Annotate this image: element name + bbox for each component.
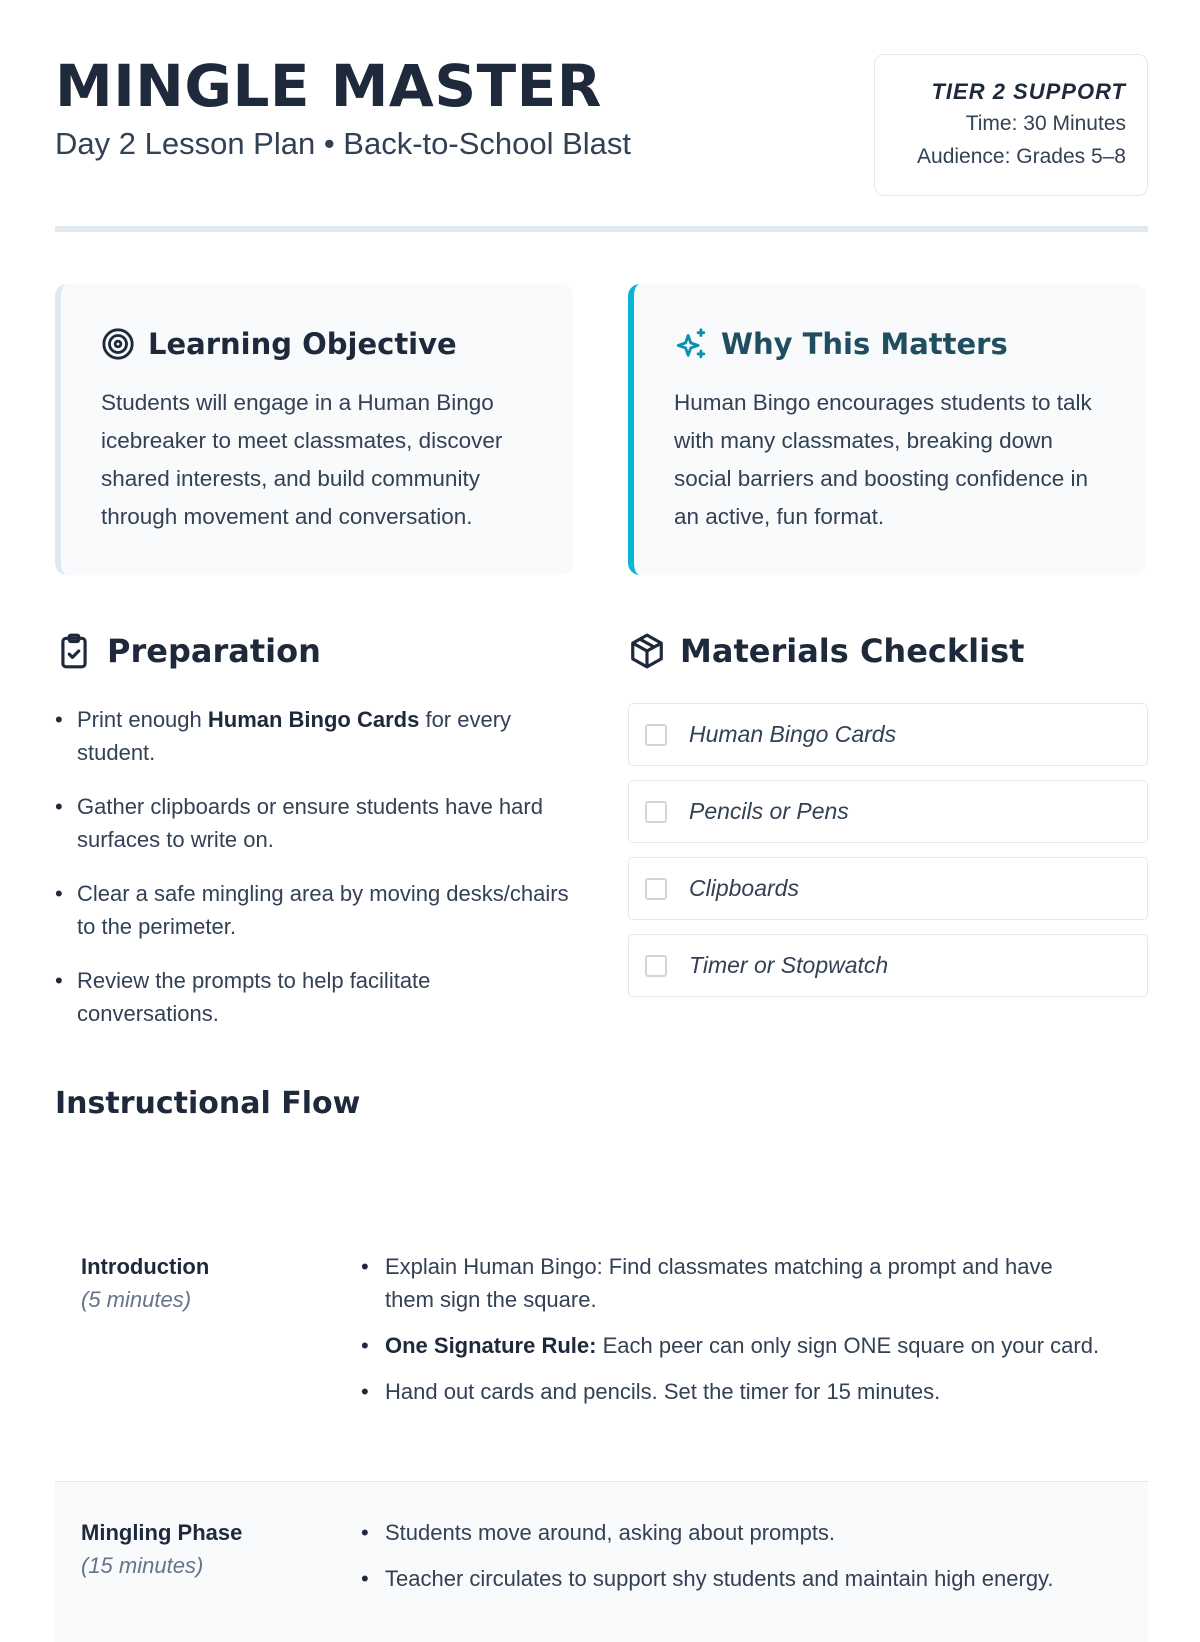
materials-header: [628, 632, 1024, 670]
instructional-flow-title: Instructional Flow: [55, 1086, 361, 1121]
card-text: Students will engage in a Human Bingo icebreaker to meet classmates, discover shared interests, and build community through movement and conversation.: [101, 390, 503, 529]
checklist-item[interactable]: [628, 780, 1148, 843]
list-item: • Gather clipboards or ensure students have hard surfaces to write on.: [55, 790, 575, 856]
checklist-label: Timer or Stopwatch: [689, 952, 889, 978]
tier-label: TIER 2 SUPPORT: [931, 79, 1126, 104]
sparkles-icon: [674, 327, 708, 361]
phase-name: Mingling Phase: [81, 1520, 243, 1545]
checkbox[interactable]: [645, 724, 667, 746]
phase-steps: [361, 1250, 1101, 1421]
flow-row-introduction: [55, 1250, 1148, 1482]
card-header: [674, 327, 1008, 361]
card-title: Learning Objective: [148, 327, 457, 361]
phase-time: (5 minutes): [81, 1287, 192, 1312]
checklist-label: Pencils or Pens: [689, 798, 849, 824]
header: [55, 0, 1148, 232]
step-item: • Explain Human Bingo: Find classmates matching a prompt and have them sign the square.: [361, 1250, 1101, 1316]
card-header: [101, 327, 457, 361]
audience-label: Audience: Grades 5–8: [917, 145, 1126, 168]
checklist-item[interactable]: [628, 857, 1148, 920]
preparation-list: [55, 703, 575, 1051]
time-label: Time: 30 Minutes: [965, 112, 1126, 135]
list-item: • Clear a safe mingling area by moving desks/chairs to the perimeter.: [55, 877, 575, 943]
phase-time: (15 minutes): [81, 1553, 204, 1578]
step-item: • One Signature Rule: Each peer can only sign ONE square on your card.: [361, 1329, 1101, 1362]
section-title: Materials Checklist: [680, 632, 1025, 670]
lesson-plan-page: [55, 0, 1148, 1591]
step-item: • Teacher circulates to support shy students and maintain high energy.: [361, 1562, 1101, 1595]
phase-name: Introduction: [81, 1254, 210, 1279]
checklist-label: Clipboards: [689, 875, 799, 901]
why-this-matters-card: [628, 284, 1146, 575]
page-subtitle: Day 2 Lesson Plan • Back-to-School Blast: [55, 126, 632, 161]
checkbox[interactable]: [645, 955, 667, 977]
target-icon: [101, 327, 135, 361]
checklist-label: Human Bingo Cards: [689, 721, 897, 747]
checkbox[interactable]: [645, 801, 667, 823]
card-text: Human Bingo encourages students to talk with many classmates, breaking down social barriers and boosting confidence in an active, fun format.: [674, 390, 1092, 529]
meta-box: [874, 54, 1148, 196]
checklist-item[interactable]: [628, 934, 1148, 997]
phase-cell: [81, 1516, 242, 1582]
page-title: MINGLE MASTER: [55, 52, 602, 120]
phase-cell: [81, 1250, 209, 1316]
list-item: • Review the prompts to help facilitate conversations.: [55, 964, 575, 1030]
box-icon: [628, 632, 666, 670]
step-item: • Hand out cards and pencils. Set the timer for 15 minutes.: [361, 1375, 1101, 1408]
flow-row-mingling: [55, 1482, 1148, 1642]
list-item: • Print enough Human Bingo Cards for every student.: [55, 703, 575, 769]
materials-checklist: [628, 703, 1148, 1011]
checklist-item[interactable]: [628, 703, 1148, 766]
preparation-header: [55, 632, 321, 670]
phase-steps: [361, 1516, 1101, 1608]
card-title: Why This Matters: [721, 327, 1008, 361]
step-item: • Students move around, asking about prompts.: [361, 1516, 1101, 1549]
section-title: Preparation: [107, 632, 321, 670]
learning-objective-card: [55, 284, 573, 575]
checkbox[interactable]: [645, 878, 667, 900]
clipboard-check-icon: [55, 632, 93, 670]
